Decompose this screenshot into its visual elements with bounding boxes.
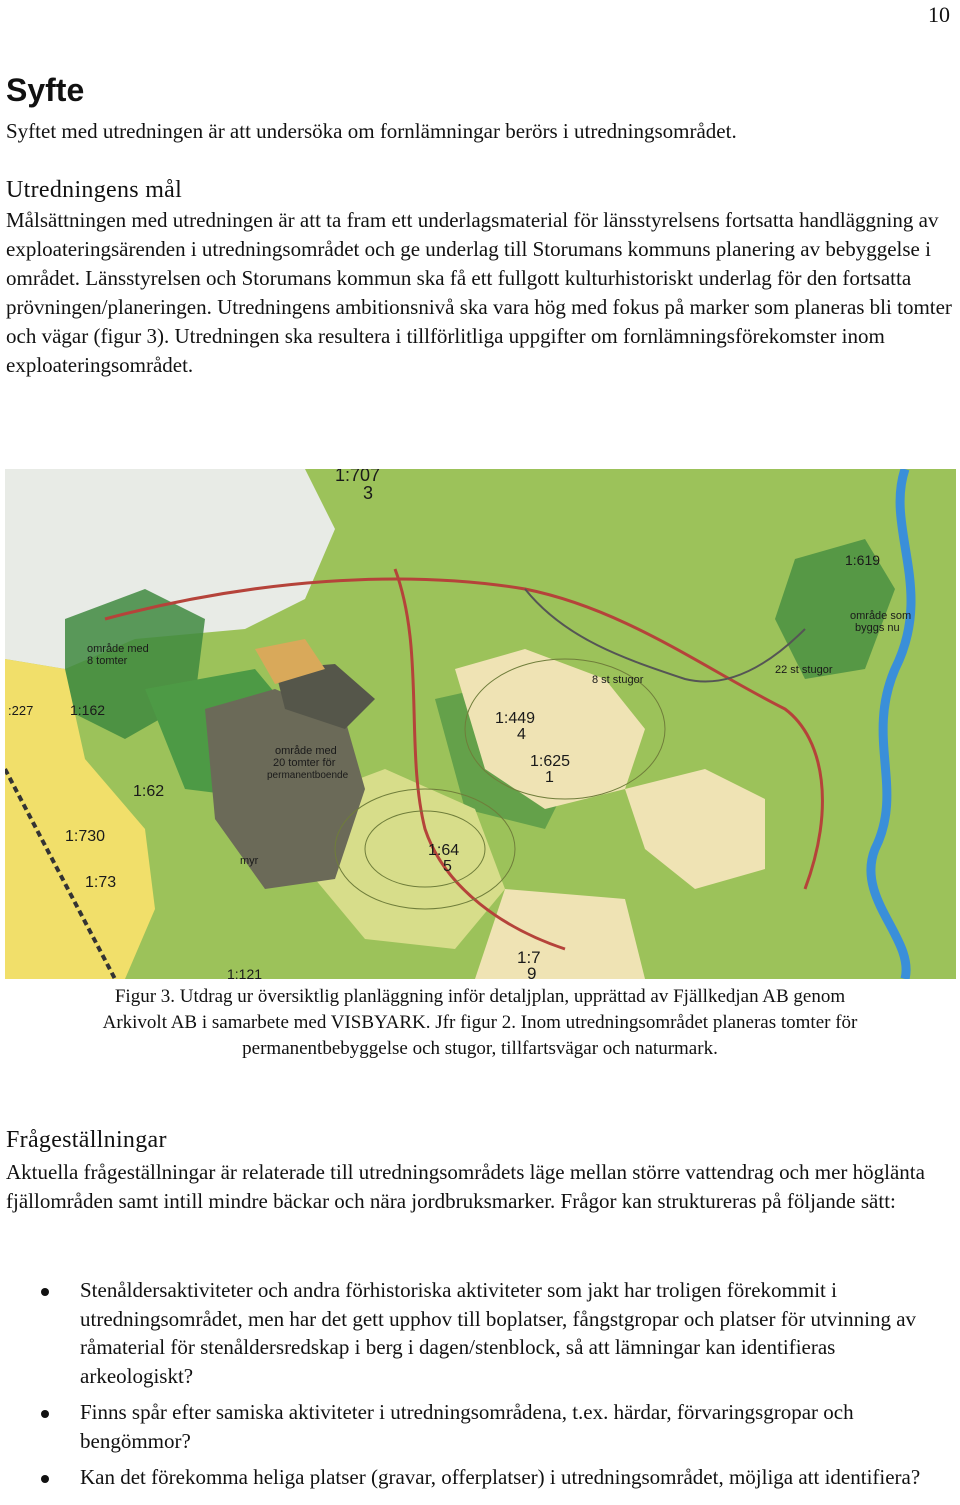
map-label-5: 5	[443, 858, 452, 875]
fragor-text: Aktuella frågeställningar är relaterade till utredningsområdets läge mellan större vattendrag och mer höglänta fjällområden samt intill mindre bäckar och nära jordbruksmarker. Frågor kan struktureras på följande sätt:	[6, 1160, 925, 1213]
map-label-8-tomter: 8 tomter	[87, 655, 128, 667]
heading-mal: Utredningens mål	[6, 177, 183, 203]
map-label-1162: 1:162	[70, 702, 106, 718]
map-label-8-stugor: 8 st stugor	[592, 674, 644, 686]
map-svg	[5, 469, 956, 979]
mal-text: Målsättningen med utredningen är att ta fram ett underlagsmaterial för länsstyrelsens fortsatta handläggning av exploateringsärenden i utredningsområdet och ge underlag till Storumans kommuns planering av bebyggelse i området. Länsstyrelsen och Storumans kommun ska få ett fullgott kulturhistoriskt underlag för den fortsatta prövningen/planeringen. Utredningens ambitionsnivå ska vara hög med fokus på marker som planeras bli tomter och vägar (figur 3). Utredningen ska resultera i tillförlitliga uppgifter om fornlämningsförekomster inom exploateringsområdet.	[6, 208, 952, 377]
map-label-173: 1:73	[85, 874, 117, 891]
list-item	[0, 1398, 950, 1455]
page-number: 10	[928, 2, 950, 27]
list-item	[0, 1276, 950, 1390]
map-label-omrade-8: område med	[87, 643, 149, 655]
caption-line-2: Arkivolt AB i samarbete med VISBYARK. Jfr figur 2. Inom utredningsområdet planeras tomter för	[102, 1012, 858, 1033]
map-label-1449: 1:449	[495, 710, 536, 727]
map-label-byggs-nu: byggs nu	[855, 622, 900, 634]
caption-line-1: Figur 3. Utdrag ur översiktlig planläggning inför detaljplan, upprättad av Fjällkedjan AB genom	[114, 986, 846, 1007]
list-item-text: Kan det förekomma heliga platser (gravar, offerplatser) i utredningsområdet, möjliga att identifiera?	[80, 1465, 921, 1489]
map-label-1707: 1:707	[335, 469, 381, 485]
map-label-4: 4	[517, 726, 526, 743]
syfte-text: Syftet med utredningen är att undersöka om fornlämningar berörs i utredningsområdet.	[6, 119, 737, 143]
map-label-myr: myr	[240, 855, 259, 867]
list-item-text: Stenåldersaktiviteter och andra förhistoriska aktiviteter som jakt har troligen förekommit i utredningsområdet, men har det gett upphov till boplatser, fångstgropar och platser för utvinning av råmaterial för stenåldersredskap i berg i dagen/stenblock, så att lämningar kan identifieras arkeologiskt?	[80, 1278, 917, 1388]
list-item-text: Finns spår efter samiska aktiviteter i utredningsområdena, t.ex. härdar, förvaringsgropar och bengömmor?	[80, 1400, 854, 1453]
map-label-omrade-20: område med	[275, 745, 337, 757]
map-label-1730: 1:730	[65, 828, 106, 845]
map-label-162: 1:62	[133, 783, 165, 800]
map-label-164: 1:64	[428, 842, 460, 859]
figure-caption	[0, 984, 960, 1062]
map-label-1: 1	[545, 769, 554, 786]
cream-zone-3	[475, 889, 645, 979]
list-item	[0, 1463, 950, 1492]
map-label-20-tomter: 20 tomter för	[273, 757, 336, 769]
question-list	[0, 1276, 960, 1492]
map-label-3: 3	[363, 483, 374, 503]
map-label-17: 1:7	[517, 948, 541, 967]
map-label-1121: 1:121	[227, 966, 263, 979]
map-label-omrade-bygg: område som	[850, 610, 912, 622]
caption-line-3: permanentbebyggelse och stugor, tillfartsvägar och naturmark.	[242, 1038, 718, 1059]
map-label-9: 9	[527, 964, 537, 979]
bullet-icon	[41, 1288, 49, 1296]
map-label-227: :227	[8, 703, 34, 718]
bullet-icon	[41, 1475, 49, 1483]
bullet-icon	[41, 1410, 49, 1418]
heading-syfte: Syfte	[6, 72, 85, 108]
map-label-22-stugor: 22 st stugor	[775, 664, 833, 676]
map-label-1619: 1:619	[845, 552, 881, 568]
map-label-permanentboende: permanentboende	[267, 770, 349, 781]
figure-map	[5, 469, 956, 979]
map-label-1625: 1:625	[530, 753, 571, 770]
heading-fragor: Frågeställningar	[6, 1127, 167, 1153]
